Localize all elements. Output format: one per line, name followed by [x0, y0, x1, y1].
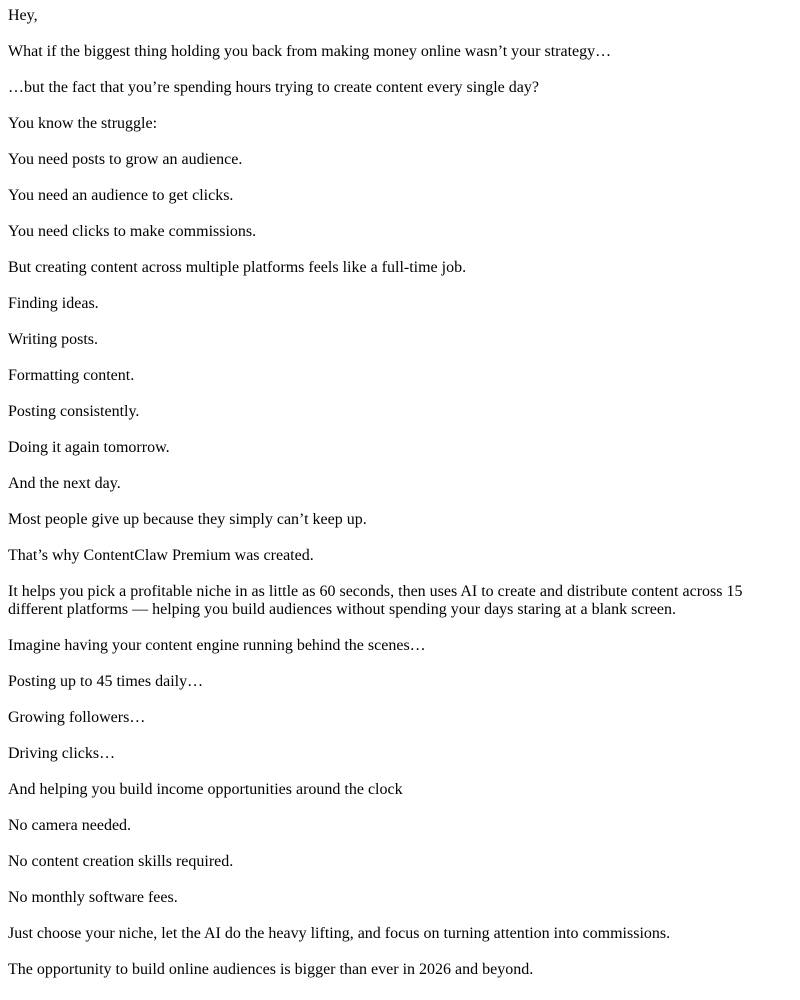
paragraph: You know the struggle: [8, 115, 158, 132]
paragraph: What if the biggest thing holding you back from making money online wasn’t your strategy… [8, 43, 612, 60]
paragraph: And helping you build income opportunities around the clock [8, 781, 403, 798]
paragraph: Growing followers… [8, 709, 146, 726]
paragraph: No monthly software fees. [8, 889, 178, 906]
paragraph: That’s why ContentClaw Premium was created. [8, 547, 314, 564]
paragraph: No content creation skills required. [8, 853, 234, 870]
greeting: Hey, [8, 7, 38, 24]
paragraph: Posting up to 45 times daily… [8, 673, 204, 690]
paragraph: Doing it again tomorrow. [8, 439, 170, 456]
paragraph: Just choose your niche, let the AI do the heavy lifting, and focus on turning attention into commissions. [8, 925, 671, 942]
paragraph: You need an audience to get clicks. [8, 187, 234, 204]
paragraph: It helps you pick a profitable niche in as little as 60 seconds, then uses AI to create and distribute content across 15 different platforms — helping you build audiences without spending your days staring at a blank screen. [8, 583, 743, 618]
paragraph: Writing posts. [8, 331, 99, 348]
paragraph: Formatting content. [8, 367, 135, 384]
paragraph: The opportunity to build online audiences is bigger than ever in 2026 and beyond. [8, 961, 534, 978]
paragraph: And the next day. [8, 475, 121, 492]
paragraph: …but the fact that you’re spending hours trying to create content every single day? [8, 79, 539, 96]
paragraph: Most people give up because they simply can’t keep up. [8, 511, 367, 528]
paragraph: Finding ideas. [8, 295, 99, 312]
paragraph: No camera needed. [8, 817, 132, 834]
paragraph: You need posts to grow an audience. [8, 151, 243, 168]
paragraph: Posting consistently. [8, 403, 140, 420]
paragraph: Imagine having your content engine running behind the scenes… [8, 637, 426, 654]
paragraph: Driving clicks… [8, 745, 116, 762]
paragraph: But creating content across multiple platforms feels like a full-time job. [8, 259, 467, 276]
paragraph: You need clicks to make commissions. [8, 223, 257, 240]
